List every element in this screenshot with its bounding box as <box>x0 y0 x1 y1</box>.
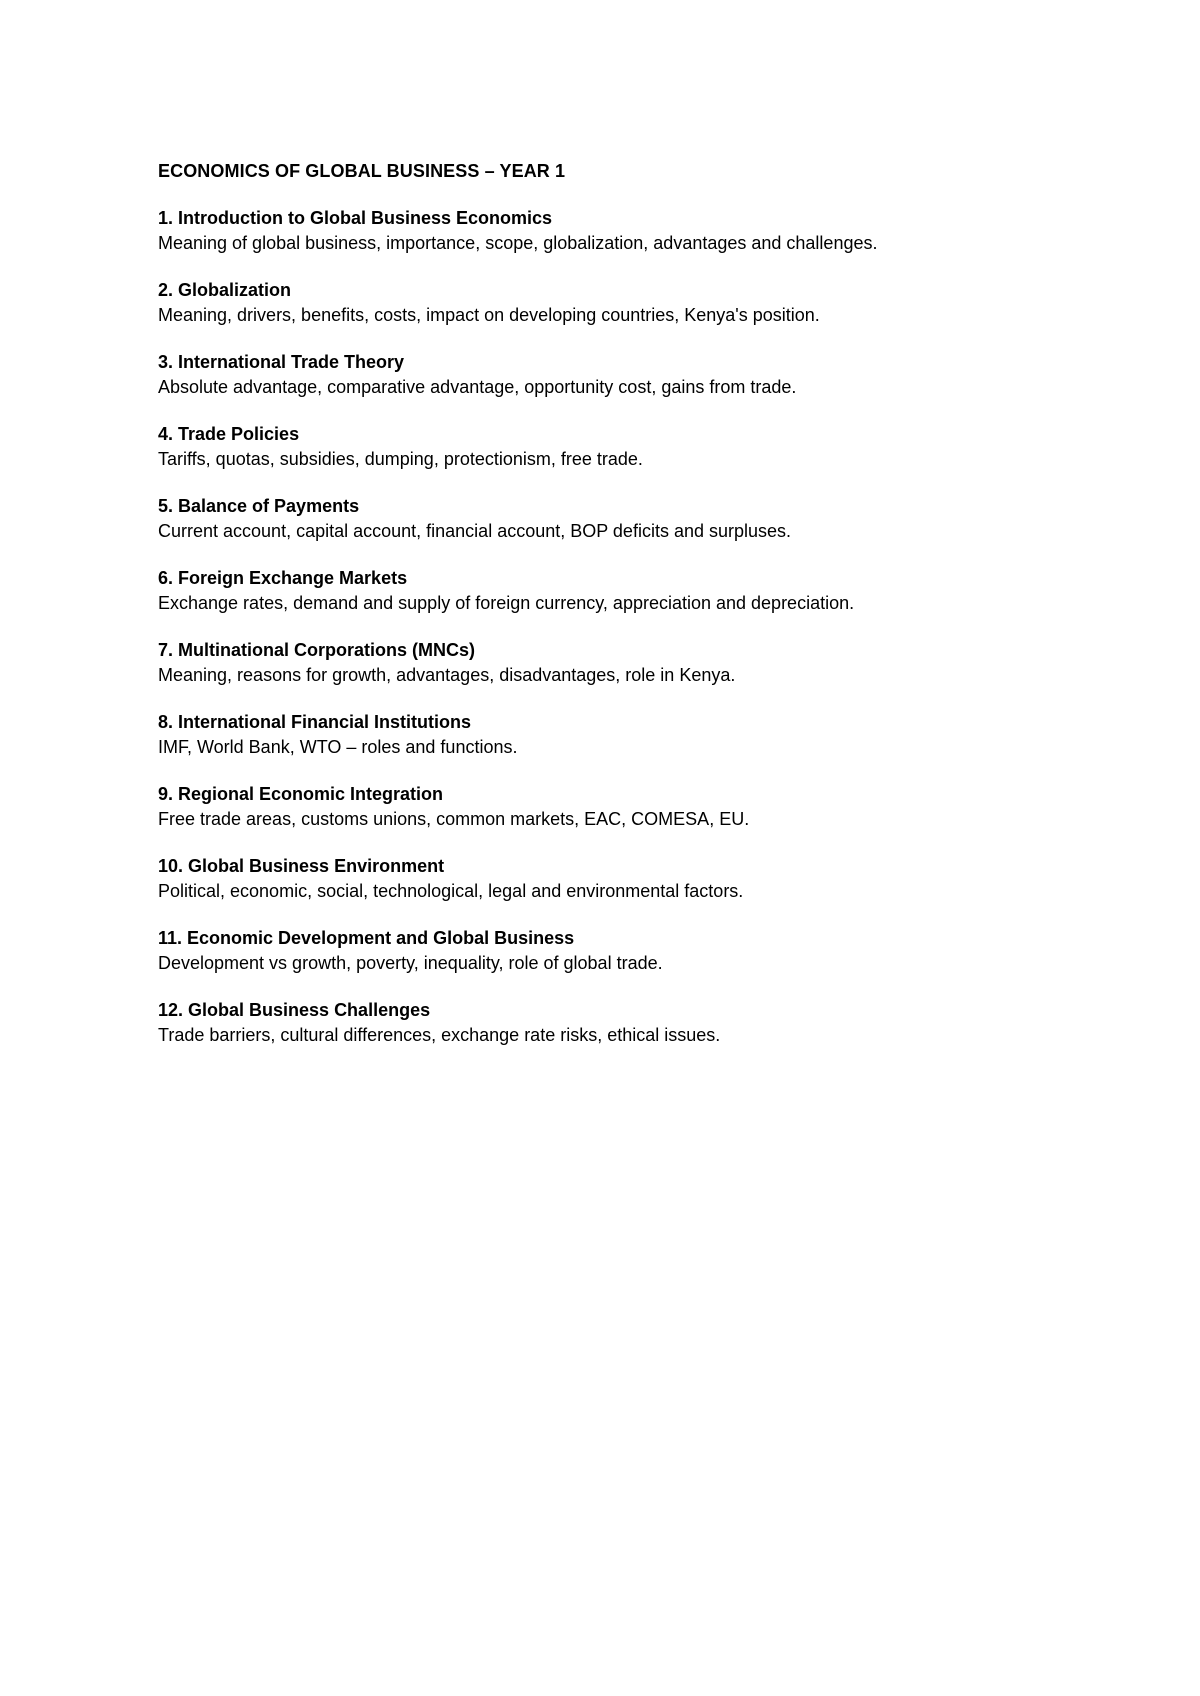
section-heading: 4. Trade Policies <box>158 424 300 444</box>
section-text: Meaning of global business, importance, scope, globalization, advantages and challenges. <box>158 233 878 253</box>
section-text: Free trade areas, customs unions, common markets, EAC, COMESA, EU. <box>158 809 750 829</box>
section-12 <box>158 998 1118 1047</box>
section-text: Current account, capital account, financial account, BOP deficits and surpluses. <box>158 521 792 541</box>
section-heading: 12. Global Business Challenges <box>158 1000 431 1020</box>
section-text: Tariffs, quotas, subsidies, dumping, protectionism, free trade. <box>158 449 643 469</box>
section-text: Meaning, reasons for growth, advantages, disadvantages, role in Kenya. <box>158 665 736 685</box>
section-heading: 1. Introduction to Global Business Economics <box>158 208 553 228</box>
section-4 <box>158 422 1118 471</box>
section-heading: 3. International Trade Theory <box>158 352 405 372</box>
section-text: Development vs growth, poverty, inequality, role of global trade. <box>158 953 663 973</box>
section-10 <box>158 854 1118 903</box>
section-text: Meaning, drivers, benefits, costs, impact on developing countries, Kenya's position. <box>158 305 820 325</box>
section-text: Trade barriers, cultural differences, exchange rate risks, ethical issues. <box>158 1025 721 1045</box>
section-text: Exchange rates, demand and supply of foreign currency, appreciation and depreciation. <box>158 593 855 613</box>
section-text: Political, economic, social, technological, legal and environmental factors. <box>158 881 744 901</box>
document-title: ECONOMICS OF GLOBAL BUSINESS – YEAR 1 <box>158 161 566 181</box>
section-heading: 8. International Financial Institutions <box>158 712 472 732</box>
section-text: IMF, World Bank, WTO – roles and functions. <box>158 737 518 757</box>
section-heading: 2. Globalization <box>158 280 292 300</box>
section-heading: 11. Economic Development and Global Business <box>158 928 575 948</box>
section-9 <box>158 782 1118 831</box>
section-2 <box>158 278 1118 327</box>
section-5 <box>158 494 1118 543</box>
section-text: Absolute advantage, comparative advantage, opportunity cost, gains from trade. <box>158 377 797 397</box>
section-8 <box>158 710 1118 759</box>
document-content <box>158 160 1118 1070</box>
section-11 <box>158 926 1118 975</box>
section-6 <box>158 566 1118 615</box>
section-7 <box>158 638 1118 687</box>
section-heading: 7. Multinational Corporations (MNCs) <box>158 640 475 660</box>
section-1 <box>158 206 1118 255</box>
section-heading: 9. Regional Economic Integration <box>158 784 444 804</box>
section-heading: 10. Global Business Environment <box>158 856 445 876</box>
section-heading: 6. Foreign Exchange Markets <box>158 568 408 588</box>
section-heading: 5. Balance of Payments <box>158 496 360 516</box>
section-3 <box>158 350 1118 399</box>
